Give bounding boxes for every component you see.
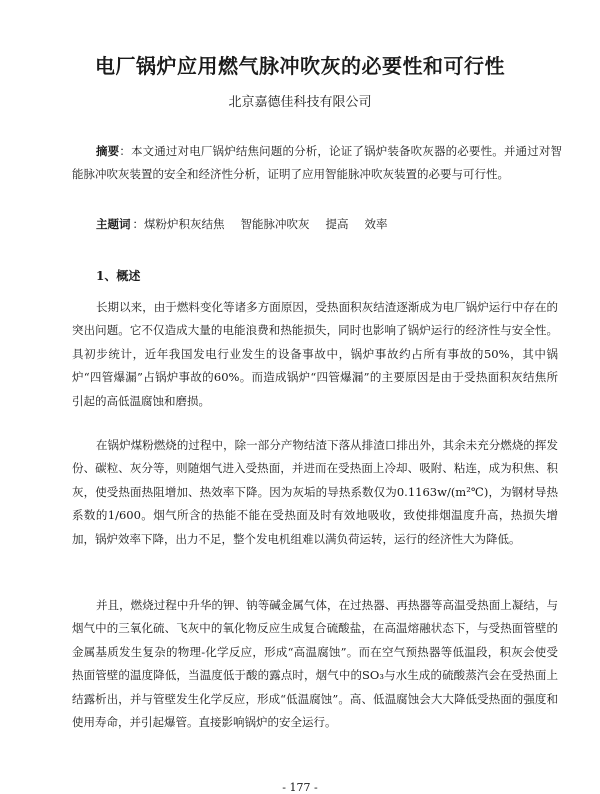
abstract bbox=[72, 140, 562, 186]
keyword: ：煤粉炉积灰结焦 bbox=[132, 217, 225, 231]
body-paragraph: 在锅炉煤粉燃烧的过程中，除一部分产物结渣下落从排渣口排出外，其余未充分燃烧的挥发份、碳粒、灰分等，则随烟气进入受热面，并进而在受热面上冷却、吸附、粘连，成为积焦、积灰，使受热面热阻增加、热效率下降。因为灰垢的导热系数仅为0.1163w/(m²℃)，为钢材导热系数的1/600。烟气所含的热能不能在受热面及时有效地吸收，致使排烟温度升高，热损失增加，锅炉效率下降，出力不足，整个发电机组难以满负荷运转，运行的经济性大为降低。 bbox=[72, 438, 558, 546]
keyword: 提高 bbox=[325, 217, 349, 231]
abstract-label: 摘要 bbox=[96, 144, 120, 158]
abstract-text: ：本文通过对电厂锅炉结焦问题的分析，论证了锅炉装备吹灰器的必要性。并通过对智能脉冲吹灰装置的安全和经济性分析，证明了应用智能脉冲吹灰装置的必要与可行性。 bbox=[72, 144, 563, 181]
page-number: - 177 - bbox=[282, 781, 318, 794]
keyword: 智能脉冲吹灰 bbox=[240, 217, 310, 231]
paper-title: 电厂锅炉应用燃气脉冲吹灰的必要性和可行性 bbox=[95, 54, 505, 78]
body-paragraph: 长期以来，由于燃料变化等诸多方面原因，受热面积灰结渣逐渐成为电厂锅炉运行中存在的突出问题。它不仅造成大量的电能浪费和热能损失，同时也影响了锅炉运行的经济性与安全性。具初步统计，近年我国发电行业发生的设备事故中，锅炉事故约占所有事故的50%，其中锅炉“四管爆漏”占锅炉事故的60%。而造成锅炉“四管爆漏”的主要原因是由于受热面积灰结焦所引起的高低温腐蚀和磨损。 bbox=[72, 300, 558, 408]
section-heading: 1、概述 bbox=[96, 269, 141, 283]
keywords bbox=[96, 213, 566, 235]
keywords-label: 主题词 bbox=[96, 217, 131, 231]
body-paragraph: 并且，燃烧过程中升华的钾、钠等碱金属气体，在过热器、再热器等高温受热面上凝结，与烟气中的三氧化硫、飞灰中的氧化物反应生成复合硫酸盐，在高温熔融状态下，与受热面管壁的金属基质发生复杂的物理-化学反应，形成“高温腐蚀”。而在空气预热器等低温段，积灰会使受热面管壁的温度降低，当温度低于酸的露点时，烟气中的SO₃与水生成的硫酸蒸汽会在受热面上结露析出，并与管壁发生化学反应，形成“低温腐蚀”。高、低温腐蚀会大大降低受热面的强度和使用寿命，并引起爆管。直接影响锅炉的安全运行。 bbox=[72, 598, 558, 730]
keyword: 效率 bbox=[364, 217, 388, 231]
author-affiliation: 北京嘉德佳科技有限公司 bbox=[228, 95, 372, 110]
